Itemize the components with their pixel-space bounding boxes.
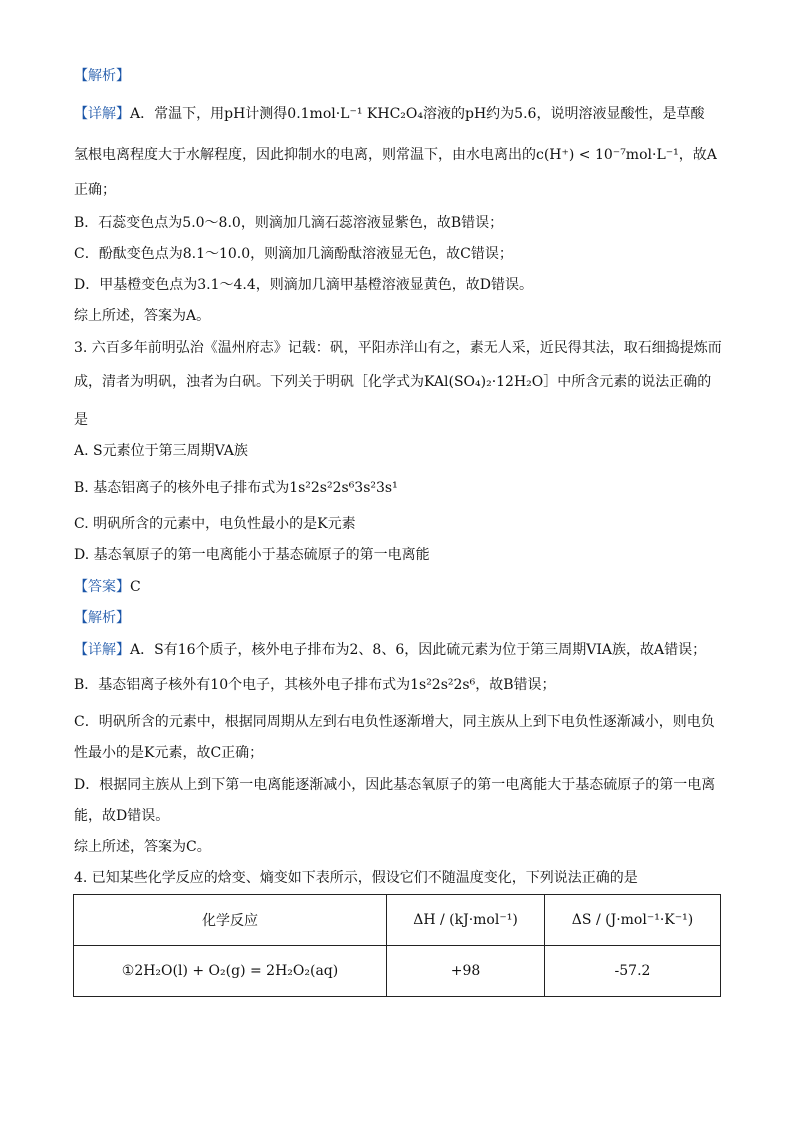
detail-c-line-1: C．明矾所含的元素中，根据同周期从左到右电负性逐渐增大，同主族从上到下电负性逐渐减小，则电负 bbox=[74, 714, 715, 730]
table-cell: +98 bbox=[387, 946, 545, 997]
answer-tag: 【答案】 bbox=[74, 579, 130, 595]
table-header-row bbox=[74, 895, 721, 946]
table-row bbox=[74, 946, 721, 997]
question-3-option-d: D. 基态氧原子的第一电离能小于基态硫原子的第一电离能 bbox=[74, 547, 430, 563]
detail-line-1 bbox=[74, 104, 704, 124]
table-header-cell: ΔH / (kJ·mol⁻¹) bbox=[387, 895, 545, 946]
detail-a-line bbox=[74, 640, 706, 660]
detail-tag: 【详解】 bbox=[74, 106, 130, 122]
detail-b-line: B．基态铝离子核外有10个电子，其核外电子排布式为1s²2s²2s⁶，故B错误； bbox=[74, 677, 556, 693]
detail-c-line-2: 性最小的是K元素，故C正确； bbox=[74, 745, 264, 761]
detail-d-line-2: 能，故D错误。 bbox=[74, 808, 170, 824]
detail-text: A．常温下，用pH计测得0.1mol·L⁻¹ KHC₂O₄溶液的pH约为5.6，说明溶液显酸性，是草酸 bbox=[130, 106, 705, 122]
analysis-tag-2: 【解析】 bbox=[74, 610, 130, 626]
detail-tag-2: 【详解】 bbox=[74, 642, 130, 658]
question-3-stem-3: 是 bbox=[74, 412, 88, 428]
reaction-table bbox=[73, 894, 721, 997]
question-3-option-c: C. 明矾所含的元素中，电负性最小的是K元素 bbox=[74, 516, 356, 532]
summary-line: 综上所述，答案为A。 bbox=[74, 308, 211, 324]
table-cell: ①2H₂O(l) + O₂(g) = 2H₂O₂(aq) bbox=[74, 946, 387, 997]
summary-line-2: 综上所述，答案为C。 bbox=[74, 839, 211, 855]
analysis-tag: 【解析】 bbox=[74, 68, 130, 84]
table-header-cell: 化学反应 bbox=[74, 895, 387, 946]
question-3-option-a: A. S元素位于第三周期VA族 bbox=[74, 443, 248, 459]
question-4-stem: 4. 已知某些化学反应的焓变、熵变如下表所示，假设它们不随温度变化，下列说法正确的是 bbox=[74, 870, 638, 886]
table-cell: -57.2 bbox=[545, 946, 721, 997]
table-header-cell: ΔS / (J·mol⁻¹·K⁻¹) bbox=[545, 895, 721, 946]
option-c-explanation: C．酚酞变色点为8.1～10.0，则滴加几滴酚酞溶液显无色，故C错误； bbox=[74, 246, 513, 262]
detail-line-2: 氢根电离程度大于水解程度，因此抑制水的电离，则常温下，由水电离出的c(H⁺) < 10⁻⁷mol·L⁻¹，故A bbox=[74, 147, 717, 163]
answer-line bbox=[74, 577, 141, 597]
question-3-stem-1: 3. 六百多年前明弘治《温州府志》记载：矾，平阳赤洋山有之，素无人采，近民得其法，取石细捣提炼而 bbox=[74, 340, 722, 356]
option-d-explanation: D．甲基橙变色点为3.1～4.4，则滴加几滴甲基橙溶液显黄色，故D错误。 bbox=[74, 277, 533, 293]
question-3-stem-2: 成，清者为明矾，浊者为白矾。下列关于明矾［化学式为KAl(SO₄)₂·12H₂O］中所含元素的说法正确的 bbox=[74, 374, 712, 390]
option-b-explanation: B．石蕊变色点为5.0～8.0，则滴加几滴石蕊溶液显紫色，故B错误； bbox=[74, 215, 504, 231]
detail-a-text: A．S有16个质子，核外电子排布为2、8、6，因此硫元素为位于第三周期VIA族，故A错误； bbox=[130, 642, 707, 658]
question-3-option-b: B. 基态铝离子的核外电子排布式为1s²2s²2s⁶3s²3s¹ bbox=[74, 480, 398, 496]
detail-line-3: 正确； bbox=[74, 182, 116, 198]
answer-value: C bbox=[130, 579, 141, 595]
detail-d-line-1: D．根据同主族从上到下第一电离能逐渐减小，因此基态氧原子的第一电离能大于基态硫原子的第一电离 bbox=[74, 777, 716, 793]
